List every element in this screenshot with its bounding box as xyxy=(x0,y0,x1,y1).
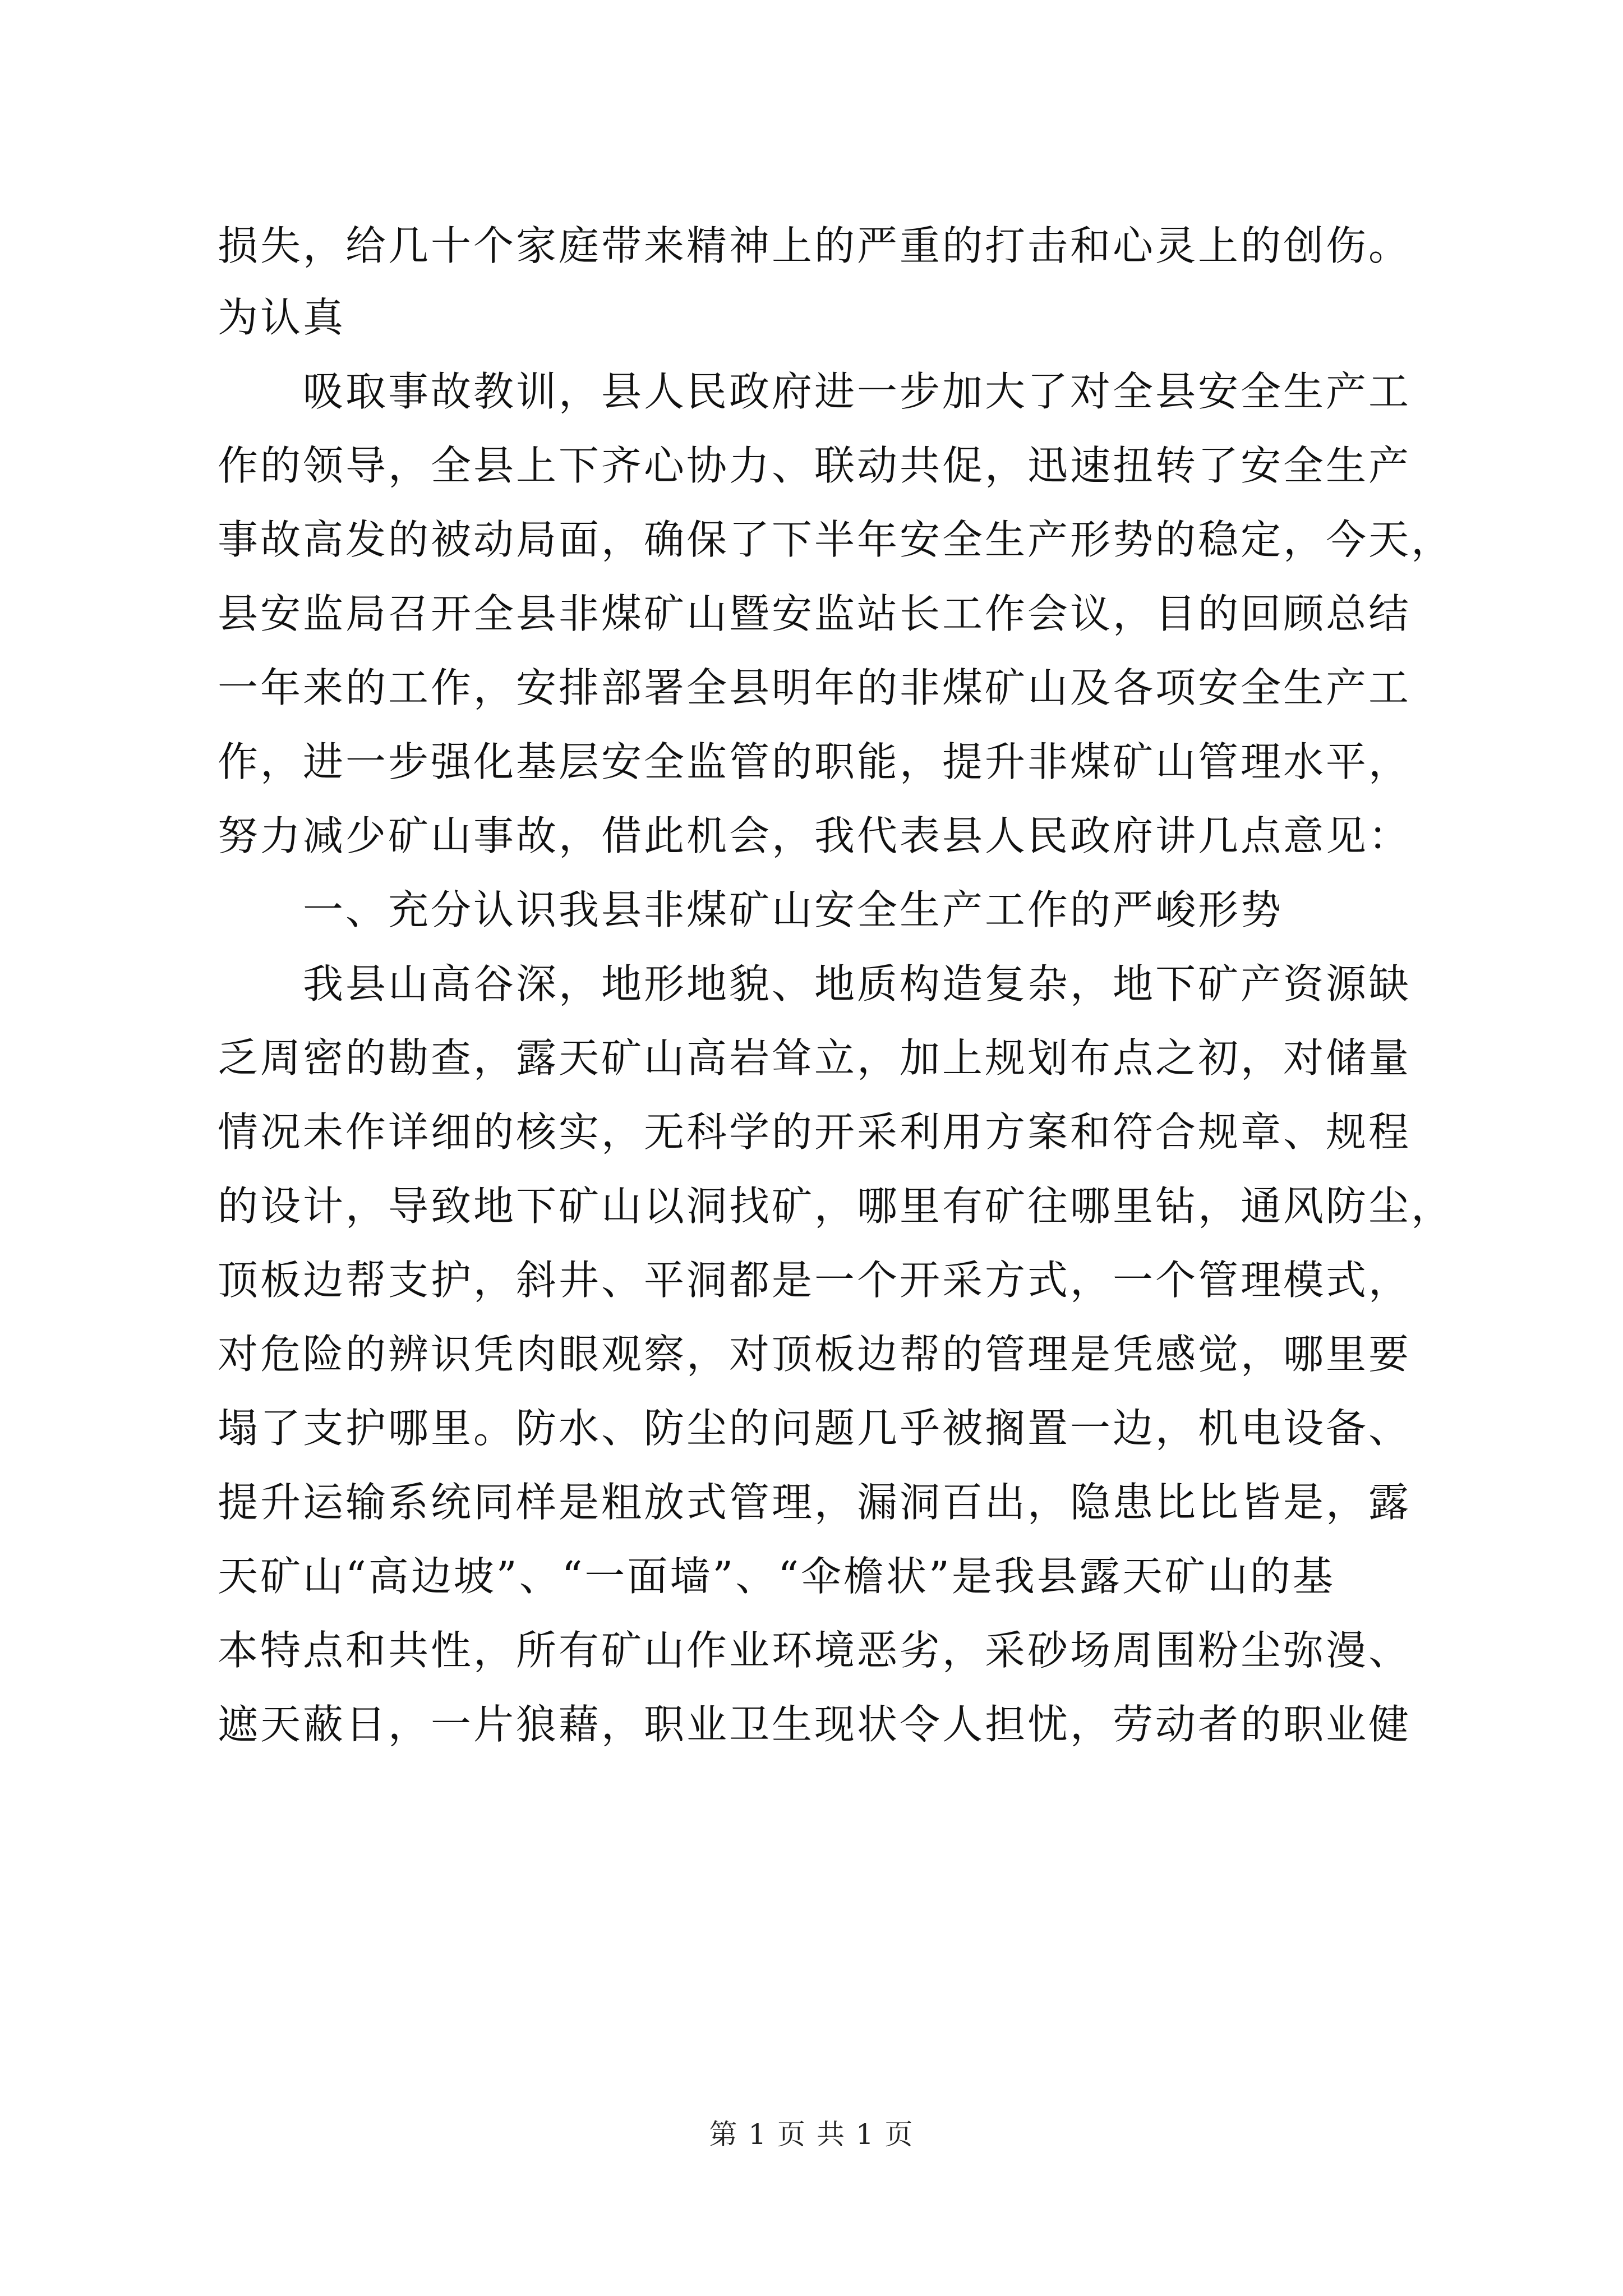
text-line: 一年来的工作，安排部署全县明年的非煤矿山及各项安全生产工 xyxy=(218,664,1412,711)
text-line: 作的领导，全县上下齐心协力、联动共促，迅速扭转了安全生产 xyxy=(218,442,1412,489)
text-line: 作，进一步强化基层安全监管的职能，提升非煤矿山管理水平， xyxy=(218,738,1412,785)
section-heading: 一、充分认识我县非煤矿山安全生产工作的严峻形势 xyxy=(303,886,1284,933)
text-line: 损失，给几十个家庭带来精神上的严重的打击和心灵上的创伤。 xyxy=(218,222,1412,269)
text-line: 塌了支护哪里。防水、防尘的问题几乎被搁置一边，机电设备、 xyxy=(218,1405,1412,1452)
text-line: 事故高发的被动局面，确保了下半年安全生产形势的稳定，今天， xyxy=(218,516,1454,563)
paragraph-start-line: 我县山高谷深，地形地貌、地质构造复杂，地下矿产资源缺 xyxy=(303,960,1412,1007)
page-footer: 第 1 页 共 1 页 xyxy=(709,2118,914,2151)
text-line: 对危险的辨识凭肉眼观察，对顶板边帮的管理是凭感觉，哪里要 xyxy=(218,1331,1412,1378)
text-line: 县安监局召开全县非煤矿山暨安监站长工作会议，目的回顾总结 xyxy=(218,590,1412,637)
text-line: 为认真 xyxy=(218,294,346,341)
paragraph-start-line: 吸取事故教训，县人民政府进一步加大了对全县安全生产工 xyxy=(303,368,1412,415)
text-line: 努力减少矿山事故，借此机会，我代表县人民政府讲几点意见： xyxy=(218,812,1412,859)
text-line: 本特点和共性，所有矿山作业环境恶劣，采砂场周围粉尘弥漫、 xyxy=(218,1627,1412,1674)
text-line: 提升运输系统同样是粗放式管理，漏洞百出，隐患比比皆是，露 xyxy=(218,1479,1412,1526)
text-line: 遮天蔽日，一片狼藉，职业卫生现状令人担忧，劳动者的职业健 xyxy=(218,1701,1412,1748)
text-line: 情况未作详细的核实，无科学的开采利用方案和符合规章、规程 xyxy=(218,1108,1412,1156)
text-line: 顶板边帮支护，斜井、平洞都是一个开采方式，一个管理模式， xyxy=(218,1257,1412,1304)
text-line: 乏周密的勘查，露天矿山高岩耸立，加上规划布点之初，对储量 xyxy=(218,1034,1412,1082)
text-line: 天矿山“高边坡”、“一面墙”、“伞檐状”是我县露天矿山的基 xyxy=(218,1553,1335,1600)
text-line: 的设计，导致地下矿山以洞找矿，哪里有矿往哪里钻，通风防尘， xyxy=(218,1182,1454,1230)
